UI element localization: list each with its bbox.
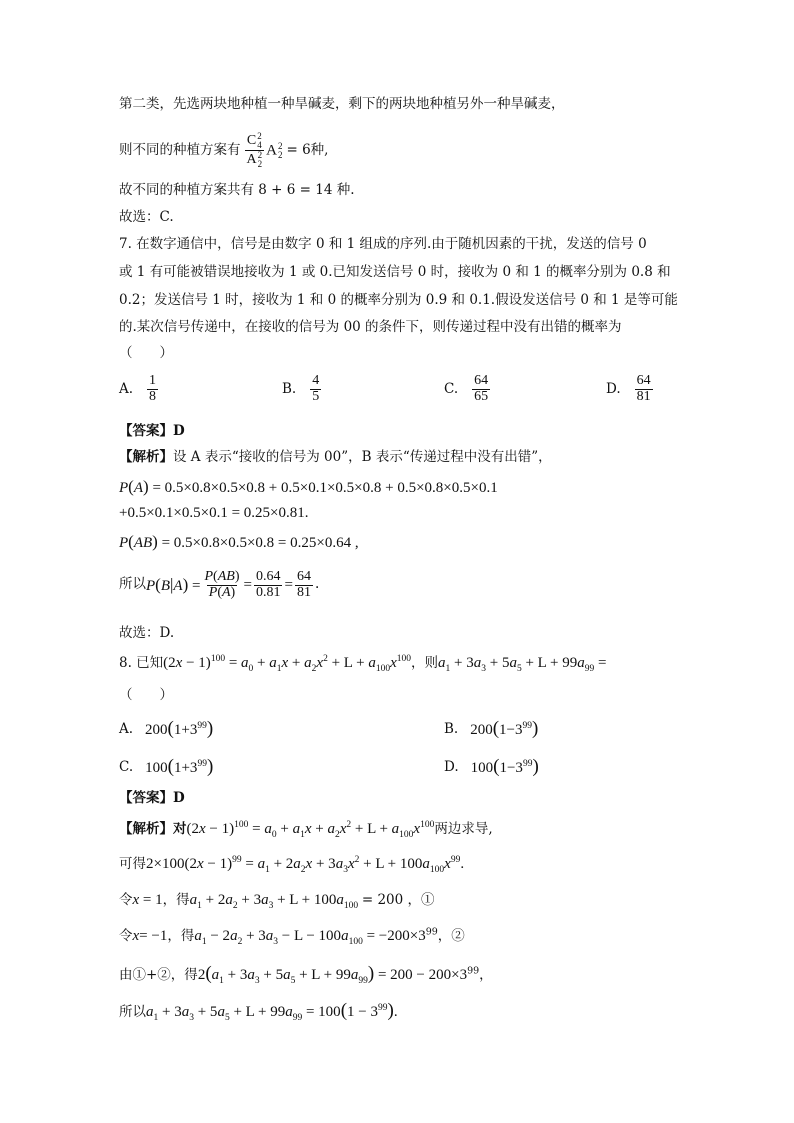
q8-combine: 由①+②，得$2(a_1 + 3a_3 + 5a_5 + L + 99a_{99}) = 200 - 200\times 3^{99}$， — [119, 963, 493, 986]
q8-analysis-line-1: 【解析】对$(2x - 1)^{100} = a_0 + a_1x + a_2x^2 + L + a_{100}x^{100}$两边求导, — [119, 820, 493, 840]
q8-final: 所以$a_1 + 3a_3 + 5a_5 + L + 99a_{99} = 100(1 - 3^{99})$. — [119, 1000, 398, 1023]
permutation-fraction: C 2 4 A 2 2 — [246, 131, 263, 169]
q7-pab-equation: P(AB) = 0.5×0.8×0.5×0.8 = 0.25×0.64 , — [119, 532, 359, 551]
q8-derivative-line: 可得$2\times 100(2x - 1)^{99} = a_1 + 2a_2x + 3a_3x^2 + L + 100a_{100}x^{99}$. — [119, 855, 465, 875]
q7-option-b: B. $\frac{4}{5}$ — [282, 373, 320, 404]
q8-stem: 8. 已知$(2x - 1)^{100} = a_0 + a_1x + a_2x^2 + L + a_{100}x^{100}$，则$a_1 + 3a_3 + 5a_5 + L + 99a_{99}$ = — [119, 654, 607, 674]
q8-let-x-neg1: 令x= −1，得$a_1 - 2a_2 + 3a_3 - L - 100a_{100} = -200\times 3^{99}$，② — [119, 926, 465, 947]
text-line-intro-1: 第二类，先选两块地种植一种旱碱麦，剩下的两块地种植另外一种旱碱麦， — [119, 96, 565, 112]
q7-pa-continuation: +0.5×0.1×0.5×0.1 = 0.25×0.81. — [119, 505, 309, 521]
q8-option-b: B. $200(1-3^{99})$ — [444, 718, 539, 739]
q7-conclusion: 故选：D. — [119, 625, 175, 641]
intro-line2-suffix: = 6种, — [286, 141, 329, 158]
q7-paren: （ ） — [119, 345, 173, 361]
q7-pa-equation: P(A) = 0.5×0.8×0.5×0.8 + 0.5×0.1×0.5×0.8 + 0.5×0.8×0.5×0.1 — [119, 477, 498, 496]
q7-option-c: C. $\frac{64}{65}$ — [444, 373, 489, 404]
q7-option-d: D. $\frac{64}{81}$ — [606, 373, 651, 404]
q7-analysis-line: 【解析】设 A 表示“接收的信号为 00”，B 表示“传递过程中没有出错”， — [119, 449, 552, 465]
q7-stem-line-1: 7. 在数字通信中，信号是由数字 0 和 1 组成的序列.由于随机因素的干扰，发送的信号 0 — [119, 236, 647, 252]
q7-answer: 【答案】D — [119, 423, 185, 439]
q8-option-c: C. $100(1+3^{99})$ — [119, 756, 214, 777]
q8-option-d: D. $100(1-3^{99})$ — [444, 756, 539, 777]
q7-stem-line-4: 的.某次信号传递中，在接收的信号为 00 的条件下，则传递过程中没有出错的概率为 — [119, 319, 622, 335]
q8-paren: （ ） — [119, 687, 173, 703]
intro-line2-prefix: 则不同的种植方案有 — [119, 141, 241, 158]
q7-stem-line-2: 或 1 有可能被错误地接收为 1 或 0.已知发送信号 0 时，接收为 0 和 1 的概率分别为 0.8 和 — [119, 264, 671, 280]
q7-option-a: A. $\frac{1}{8}$ — [119, 373, 157, 404]
q8-answer: 【答案】D — [119, 790, 185, 806]
q7-conditional-probability: 所以 P(B|A) = $\frac{P(AB)}{P(A)}$ = $\frac{0.64}{0.81}$ = $\frac{64}{81}$ . — [119, 569, 320, 600]
text-line-intro-3: 故不同的种植方案共有 8 + 6 = 14 种. — [119, 182, 355, 198]
q8-option-a: A. $200(1+3^{99})$ — [119, 718, 214, 739]
text-line-intro-4: 故选：C. — [119, 209, 174, 225]
text-line-intro-2 — [119, 132, 328, 169]
q7-stem-line-3: 0.2；发送信号 1 时，接收为 1 和 0 的概率分别为 0.9 和 0.1.假设发送信号 0 和 1 是等可能 — [119, 292, 678, 308]
q8-let-x-1: 令x = 1，得$a_1 + 2a_2 + 3a_3 + L + 100a_{100} = 200$ ，① — [119, 892, 435, 911]
arrangement-symbol: A 2 2 — [266, 140, 283, 160]
